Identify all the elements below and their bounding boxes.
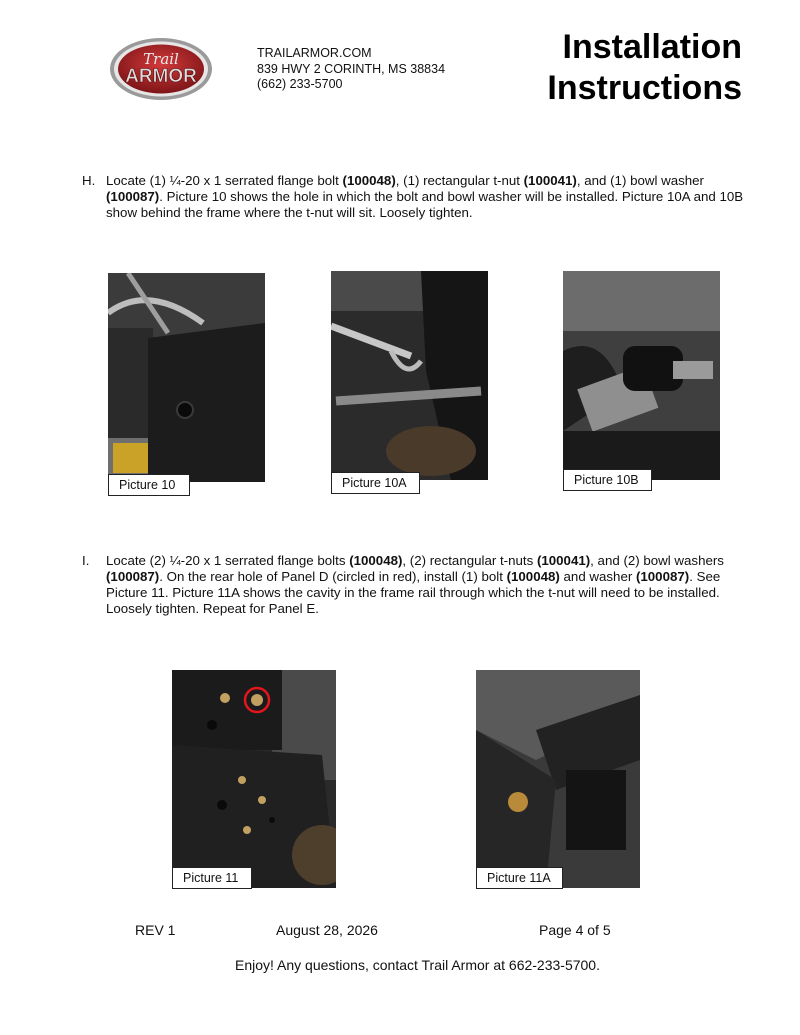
- trail-armor-logo: [108, 36, 214, 102]
- step-i-text: [106, 553, 762, 617]
- part-number: (100041): [523, 173, 577, 188]
- part-number: (100048): [506, 569, 560, 584]
- company-website: TRAILARMOR.COM: [257, 46, 372, 60]
- part-number: (100048): [342, 173, 396, 188]
- step-marker: H.: [82, 173, 96, 188]
- step-i: [82, 553, 762, 617]
- picture-10-photo: [108, 273, 265, 482]
- picture-11-caption: Picture 11: [172, 867, 252, 889]
- step-h-text: [106, 173, 762, 221]
- company-phone: (662) 233-5700: [257, 77, 343, 91]
- svg-text:Trail: Trail: [143, 50, 179, 68]
- page-title: [482, 27, 742, 109]
- picture-10a-caption: Picture 10A: [331, 472, 420, 494]
- title-line-2: Instructions: [547, 69, 742, 107]
- footer-revision: REV 1: [135, 922, 176, 938]
- picture-11a-photo: [476, 670, 640, 888]
- step-text-segment: . Picture 10 shows the hole in which the bolt and bowl washer will be installed. Picture 10A and 10B show behind the frame where the t-nut will sit. Loosely tighten.: [106, 189, 744, 220]
- title-line-1: Installation: [562, 28, 742, 66]
- footer-page-number: Page 4 of 5: [539, 922, 611, 938]
- picture-11-photo: [172, 670, 336, 888]
- picture-11a-caption: Picture 11A: [476, 867, 563, 889]
- step-marker: I.: [82, 553, 90, 568]
- footer-contact: Enjoy! Any questions, contact Trail Armor at 662-233-5700.: [235, 957, 600, 973]
- part-number: (100087): [106, 189, 160, 204]
- part-number: (100087): [635, 569, 690, 584]
- step-text-segment: , (1) rectangular t-nut: [395, 173, 524, 188]
- step-text-segment: Locate (2) ¼-20 x 1 serrated flange bolts: [106, 553, 350, 568]
- step-h: [82, 173, 762, 221]
- company-info: [257, 46, 445, 93]
- step-text-segment: and washer: [559, 569, 636, 584]
- step-text-segment: , (2) rectangular t-nuts: [402, 553, 537, 568]
- company-address: 839 HWY 2 CORINTH, MS 38834: [257, 61, 446, 76]
- part-number: (100048): [349, 553, 403, 568]
- step-text-segment: , and (1) bowl washer: [576, 173, 704, 188]
- picture-10b-caption: Picture 10B: [563, 469, 652, 491]
- step-text-segment: . See Picture 11. Picture 11A shows the cavity in the frame rail through which the t-nut will need to be installed. Loosely tighten. Repeat for Panel E.: [106, 569, 721, 616]
- picture-10a-photo: [331, 271, 488, 480]
- step-text-segment: , and (2) bowl washers: [590, 553, 724, 568]
- part-number: (100087): [106, 569, 160, 584]
- svg-text:ARMOR: ARMOR: [125, 66, 197, 87]
- part-number: (100041): [536, 553, 591, 568]
- step-text-segment: . On the rear hole of Panel D (circled in red), install (1) bolt: [159, 569, 507, 584]
- picture-10b-photo: [563, 271, 720, 480]
- footer-date: August 28, 2026: [276, 922, 378, 938]
- step-text-segment: Locate (1) ¼-20 x 1 serrated flange bolt: [106, 173, 343, 188]
- picture-10-caption: Picture 10: [108, 474, 190, 496]
